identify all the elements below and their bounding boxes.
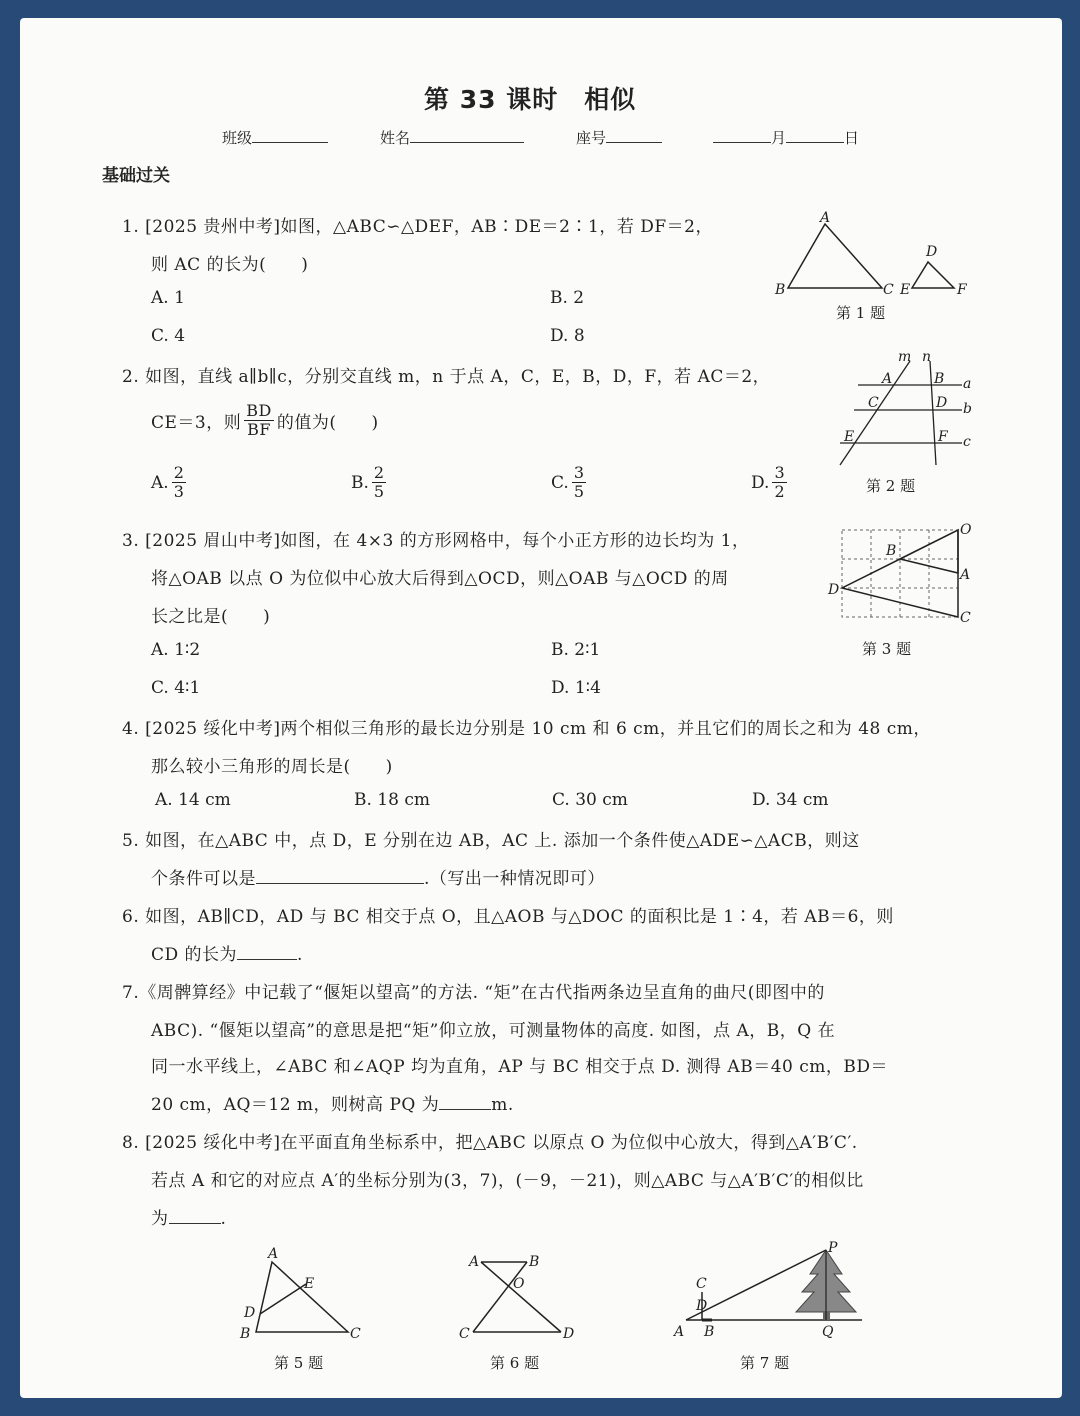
name-blank bbox=[410, 128, 524, 143]
fig2-label-e: E bbox=[844, 429, 855, 445]
q2-option-a bbox=[151, 464, 189, 501]
q3-option-c: C. 4∶1 bbox=[151, 678, 201, 698]
q2-option-d-num: 3 bbox=[774, 463, 785, 482]
q1-option-d: D. 8 bbox=[550, 326, 585, 346]
page-title: 第 33 课时 相似 bbox=[424, 85, 637, 114]
q2-option-b-num: 2 bbox=[373, 463, 385, 482]
date-field bbox=[713, 127, 859, 148]
q8-line3-prefix: 为 bbox=[151, 1209, 169, 1229]
fig2-label-c: C bbox=[868, 395, 879, 411]
q4-option-c: C. 30 cm bbox=[552, 790, 628, 810]
q7-answer-blank[interactable] bbox=[439, 1095, 491, 1110]
fig3-label-o: O bbox=[960, 522, 972, 538]
q2-line1: 2. 如图，直线 a∥b∥c，分别交直线 m，n 于点 A，C，E，B，D，F，若 AC＝2， bbox=[122, 367, 771, 387]
fig2-label-b: B bbox=[934, 371, 945, 387]
q2-option-c-num: 3 bbox=[573, 463, 584, 482]
fig1-label-a: A bbox=[820, 210, 831, 226]
q2-option-a-frac bbox=[172, 464, 186, 501]
q2-frac-numerator: BD bbox=[246, 401, 272, 420]
triangle-abc-5 bbox=[256, 1262, 348, 1332]
fig3-label-c: C bbox=[960, 610, 971, 626]
figure-5-caption: 第 5 题 bbox=[274, 1354, 324, 1372]
fig3-label-b: B bbox=[886, 543, 897, 559]
q4-option-d: D. 34 cm bbox=[752, 790, 829, 810]
figure-6 bbox=[455, 1248, 585, 1344]
segment-de bbox=[260, 1284, 306, 1314]
fig7-label-b: B bbox=[704, 1324, 715, 1340]
fig7-label-q: Q bbox=[822, 1324, 834, 1340]
fig1-label-d: D bbox=[926, 244, 938, 260]
fig1-label-f: F bbox=[957, 282, 967, 298]
q2-option-b bbox=[351, 464, 389, 501]
q3-line2: 将△OAB 以点 O 为位似中心放大后得到△OCD，则△OAB 与△OCD 的周 bbox=[151, 569, 729, 589]
section-heading: 基础过关 bbox=[102, 166, 170, 186]
month-blank bbox=[713, 128, 771, 143]
q2-option-a-den: 3 bbox=[173, 482, 184, 501]
q4-option-b: B. 18 cm bbox=[354, 790, 430, 810]
class-blank bbox=[252, 128, 328, 143]
q2-fraction bbox=[244, 402, 274, 439]
q2-option-a-letter: A. bbox=[151, 472, 169, 493]
fig2-label-b-line: b bbox=[963, 401, 972, 417]
q2-option-d-den: 2 bbox=[774, 482, 785, 501]
fig1-label-b: B bbox=[775, 282, 786, 298]
fig2-label-c-line: c bbox=[963, 434, 971, 450]
fig7-label-d: D bbox=[696, 1298, 708, 1314]
q6-line2 bbox=[151, 940, 303, 965]
q2-option-b-den: 5 bbox=[373, 482, 385, 501]
figure-1 bbox=[770, 210, 980, 300]
q1-option-b: B. 2 bbox=[550, 288, 585, 308]
segment-ad bbox=[481, 1262, 561, 1332]
q6-answer-blank[interactable] bbox=[237, 945, 297, 960]
q3-option-a: A. 1∶2 bbox=[151, 640, 201, 660]
fig2-label-f: F bbox=[938, 429, 948, 445]
figure-5 bbox=[230, 1242, 380, 1342]
q7-line1: 7.《周髀算经》中记载了“偃矩以望高”的方法. “矩”在古代指两条边呈直角的曲尺(即图中的 bbox=[122, 983, 825, 1003]
q7-line4-suffix: m. bbox=[491, 1095, 514, 1115]
q6-line2-suffix: . bbox=[297, 945, 303, 965]
q2-option-c bbox=[551, 464, 589, 501]
q5-answer-blank[interactable] bbox=[256, 869, 424, 884]
figure-3 bbox=[826, 518, 986, 628]
figure-1-caption: 第 1 题 bbox=[836, 304, 886, 322]
class-field bbox=[222, 127, 328, 148]
q2-line2 bbox=[151, 402, 379, 439]
fig6-label-o: O bbox=[513, 1276, 525, 1292]
q1-option-c: C. 4 bbox=[151, 326, 186, 346]
figure-7 bbox=[668, 1236, 878, 1342]
q2-option-a-num: 2 bbox=[173, 463, 184, 482]
q2-line2-suffix: 的值为( ) bbox=[276, 413, 379, 433]
q7-line3: 同一水平线上，∠ABC 和∠AQP 均为直角，AP 与 BC 相交于点 D. 测得 AB＝40 cm，BD＝ bbox=[151, 1057, 888, 1077]
fig2-label-a-line: a bbox=[963, 376, 972, 392]
q4-line1: 4. [2025 绥化中考]两个相似三角形的最长边分别是 10 cm 和 6 cm，并且它们的周长之和为 48 cm， bbox=[122, 719, 931, 739]
triangle-def bbox=[912, 262, 954, 288]
fig2-label-n: n bbox=[922, 349, 932, 365]
triangle-abc bbox=[788, 224, 882, 288]
q1-line2: 则 AC 的长为( ) bbox=[151, 255, 309, 275]
fig7-label-p: P bbox=[828, 1240, 838, 1256]
line-m bbox=[840, 361, 910, 465]
q2-option-c-frac bbox=[572, 464, 586, 501]
q3-option-b: B. 2∶1 bbox=[551, 640, 601, 660]
figure-6-caption: 第 6 题 bbox=[490, 1354, 540, 1372]
figure-2-caption: 第 2 题 bbox=[866, 477, 916, 495]
q2-option-c-letter: C. bbox=[551, 472, 569, 493]
figure-3-caption: 第 3 题 bbox=[862, 640, 912, 658]
fig3-label-d: D bbox=[828, 582, 840, 598]
q6-line1: 6. 如图，AB∥CD，AD 与 BC 相交于点 O，且△AOB 与△DOC 的面积比是 1∶4，若 AB＝6，则 bbox=[122, 907, 894, 927]
fig2-label-a: A bbox=[882, 371, 893, 387]
q8-line1: 8. [2025 绥化中考]在平面直角坐标系中，把△ABC 以原点 O 为位似中心放大，得到△A′B′C′. bbox=[122, 1133, 858, 1153]
fig7-label-a: A bbox=[674, 1324, 685, 1340]
fig2-label-d: D bbox=[936, 395, 948, 411]
q8-line3-suffix: . bbox=[220, 1209, 227, 1229]
q4-option-a: A. 14 cm bbox=[155, 790, 231, 810]
q1-line1: 1. [2025 贵州中考]如图，△ABC∽△DEF，AB∶DE＝2∶1，若 DF＝2， bbox=[122, 217, 713, 237]
q3-line3: 长之比是( ) bbox=[151, 607, 271, 627]
month-label: 月 bbox=[771, 129, 787, 147]
q2-option-b-letter: B. bbox=[351, 472, 369, 493]
fig2-label-m: m bbox=[898, 349, 912, 365]
fig5-label-a: A bbox=[268, 1246, 279, 1262]
q5-line2-suffix: .（写出一种情况即可） bbox=[424, 869, 605, 889]
day-blank bbox=[786, 128, 844, 143]
figure-7-caption: 第 7 题 bbox=[740, 1354, 790, 1372]
q5-line2 bbox=[151, 864, 605, 889]
fig1-label-e: E bbox=[900, 282, 911, 298]
name-field bbox=[380, 127, 524, 148]
q7-line4-prefix: 20 cm，AQ＝12 m，则树高 PQ 为 bbox=[151, 1095, 440, 1115]
q2-option-d-letter: D. bbox=[751, 472, 770, 493]
grid-4x3 bbox=[842, 530, 958, 617]
fig1-label-c: C bbox=[883, 282, 894, 298]
q8-line3 bbox=[151, 1204, 226, 1229]
seat-label: 座号 bbox=[576, 129, 607, 147]
fig5-label-d: D bbox=[244, 1305, 256, 1321]
q6-line2-prefix: CD 的长为 bbox=[151, 945, 238, 965]
fig6-label-d: D bbox=[563, 1326, 575, 1342]
q5-line2-prefix: 个条件可以是 bbox=[151, 869, 256, 889]
day-label: 日 bbox=[844, 129, 860, 147]
class-label: 班级 bbox=[222, 129, 253, 147]
q8-line2: 若点 A 和它的对应点 A′的坐标分别为(3，7)，(－9，－21)，则△ABC 与△A′B′C′的相似比 bbox=[151, 1171, 864, 1191]
q1-option-a: A. 1 bbox=[151, 288, 185, 308]
q2-line2-prefix: CE＝3，则 bbox=[151, 413, 242, 433]
fig6-label-a: A bbox=[469, 1254, 480, 1270]
q2-option-d bbox=[751, 464, 790, 501]
q7-line4 bbox=[151, 1090, 514, 1115]
q4-line2: 那么较小三角形的周长是( ) bbox=[151, 757, 393, 777]
fig6-label-c: C bbox=[459, 1326, 470, 1342]
fig7-label-c: C bbox=[696, 1276, 707, 1292]
q2-option-d-frac bbox=[772, 464, 786, 501]
q8-answer-blank[interactable] bbox=[169, 1209, 221, 1224]
fig3-label-a: A bbox=[960, 567, 971, 583]
seat-blank bbox=[606, 128, 662, 143]
q3-option-d: D. 1∶4 bbox=[551, 678, 601, 698]
q3-line1: 3. [2025 眉山中考]如图，在 4×3 的方形网格中，每个小正方形的边长均为 1， bbox=[122, 531, 750, 551]
fig5-label-c: C bbox=[350, 1326, 361, 1342]
figure-2 bbox=[830, 345, 980, 470]
q2-option-b-frac bbox=[372, 464, 386, 501]
name-label: 姓名 bbox=[380, 129, 411, 147]
fig5-label-b: B bbox=[240, 1326, 251, 1342]
q2-option-c-den: 5 bbox=[573, 482, 584, 501]
seat-field bbox=[576, 127, 662, 148]
segment-bc bbox=[473, 1262, 527, 1332]
q7-line2: ABC). “偃矩以望高”的意思是把“矩”仰立放，可测量物体的高度. 如图，点 A，B，Q 在 bbox=[151, 1021, 836, 1041]
q2-frac-denominator: BF bbox=[247, 420, 271, 439]
fig6-label-b: B bbox=[529, 1254, 540, 1270]
fig5-label-e: E bbox=[304, 1276, 315, 1292]
q5-line1: 5. 如图，在△ABC 中，点 D，E 分别在边 AB，AC 上. 添加一个条件使△ADE∽△ACB，则这 bbox=[122, 831, 860, 851]
